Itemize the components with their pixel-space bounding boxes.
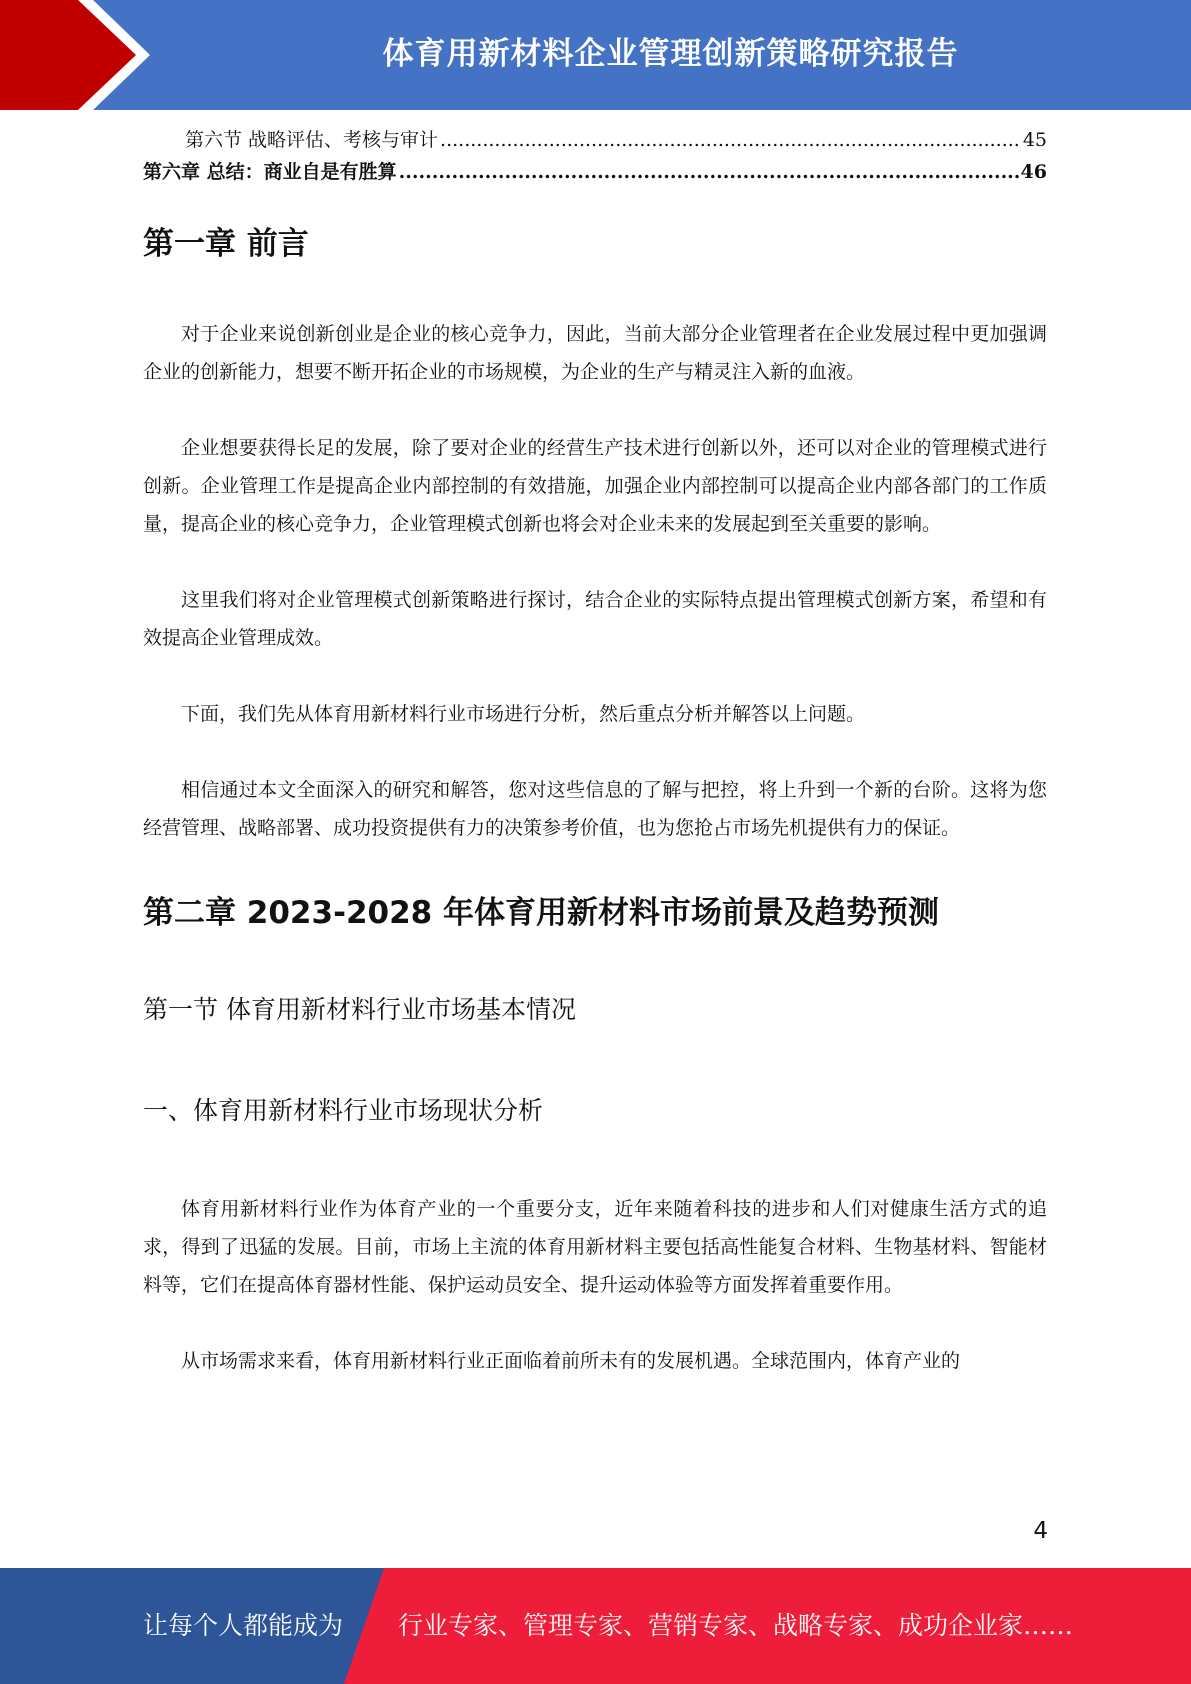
body-paragraph: 这里我们将对企业管理模式创新策略进行探讨，结合企业的实际特点提出管理模式创新方案，希望和有效提高企业管理成效。 — [143, 589, 1047, 649]
header-title: 体育用新材料企业管理创新策略研究报告 — [382, 35, 959, 72]
page-footer — [0, 1568, 1191, 1684]
footer-slogan-right: 行业专家、管理专家、营销专家、战略专家、成功企业家…… — [398, 1611, 1074, 1640]
body-paragraph: 相信通过本文全面深入的研究和解答，您对这些信息的了解与把控，将上升到一个新的台阶。这将为您经营管理、战略部署、成功投资提供有力的决策参考价值，也为您抢占市场先机提供有力的保证。 — [143, 779, 1047, 839]
toc-entry-label: 第六章 总结：商业自是有胜算 — [143, 161, 397, 183]
body-paragraph: 下面，我们先从体育用新材料行业市场进行分析，然后重点分析并解答以上问题。 — [181, 703, 866, 725]
toc-leader-dots — [399, 156, 1019, 188]
body-paragraph: 从市场需求来看，体育用新材料行业正面临着前所未有的发展机遇。全球范围内，体育产业的 — [181, 1350, 961, 1372]
body-paragraph: 体育用新材料行业作为体育产业的一个重要分支，近年来随着科技的进步和人们对健康生活方式的追求，得到了迅猛的发展。目前，市场上主流的体育用新材料主要包括高性能复合材料、生物基材料、智能材料等，它们在提高体育器材性能、保护运动员安全、提升运动体验等方面发挥着重要作用。 — [143, 1198, 1047, 1296]
toc-entry-page: 46 — [1020, 161, 1047, 183]
section-title: 第一节 体育用新材料行业市场基本情况 — [143, 995, 576, 1024]
document-body — [143, 124, 1047, 1380]
body-paragraph: 企业想要获得长足的发展，除了要对企业的经营生产技术进行创新以外，还可以对企业的管理模式进行创新。企业管理工作是提高企业内部控制的有效措施，加强企业内部控制可以提高企业内部各部门的工作质量，提高企业的核心竞争力，企业管理模式创新也将会对企业未来的发展起到至关重要的影响。 — [143, 437, 1047, 535]
body-paragraph: 对于企业来说创新创业是企业的核心竞争力，因此，当前大部分企业管理者在企业发展过程中更加强调企业的创新能力，想要不断开拓企业的市场规模，为企业的生产与精灵注入新的血液。 — [143, 323, 1047, 383]
subsection-title: 一、体育用新材料行业市场现状分析 — [143, 1096, 544, 1125]
chapter-2-title: 第二章 2023-2028 年体育用新材料市场前景及趋势预测 — [143, 895, 940, 931]
page-header — [0, 0, 1191, 110]
toc-leader-dots — [440, 124, 1021, 156]
toc-entry-page: 45 — [1022, 129, 1047, 151]
page-number: 4 — [1033, 1518, 1048, 1544]
footer-slogan-left: 让每个人都能成为 — [143, 1611, 344, 1640]
chapter-1-title: 第一章 前言 — [143, 226, 309, 262]
toc-entry[interactable] — [143, 156, 1047, 188]
toc-entry-label: 第六节 战略评估、考核与审计 — [185, 129, 439, 151]
toc-entry[interactable] — [143, 124, 1047, 156]
